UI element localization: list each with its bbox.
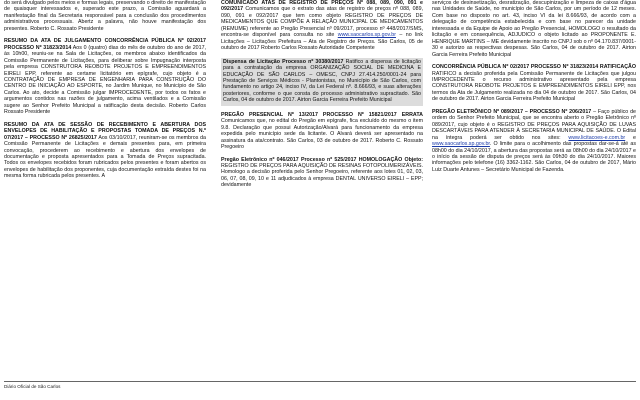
site-link[interactable]: www.saocarlos.sp.gov.br	[337, 32, 396, 39]
notice-comunicado-atas	[221, 0, 423, 52]
paragraph-continuation: do será divulgado pelos meios e formas legais, preservando o direito de manifestação de quaisquer interessados e, superado este prazo, a Comissão aguardará a manifestação final da Secretaria responsável para a conclusão dos procedimentos administrativos processuais. Abertz a palavra, não houve manifestação dos presentes. Roberto C. Rossato Presidente	[4, 0, 206, 32]
notice-heading: COMUNICADO ATAS DE REGISTRO DE PREÇOS Nº 088, 089, 090, 091 e 092/2017	[221, 0, 423, 13]
notice-ata-julgamento	[4, 38, 206, 115]
paragraph-continuation: serviços de desinsetização, desratização, descupinização e limpeza de caixas d'água nas Unidades de Saúde, no município de São Carlos, por um período de 12 meses. Com base no disposto no art. 43, inciso VI da lei 8.666/93, de acordo com a delegação de competência estabelecida e com base no parecer da unidade interessada e da Equipe de Apoio ao Pregão Presencial, HOMOLOGO o resultado da licitação e em consequência, ADJUDICO o objeto licitado ao PROPONENTE E. HENRIQUE MARTINS – ME devidamente inscrito no CNPJ sob o nº 04.170.837/0001-30 e autorizo as respectivas despesas. São Carlos, 04 de outubro de 2017. Airton Garcia Ferreira Prefeito Municipal	[432, 0, 636, 58]
notice-heading: RESUMO DA ATA DE SESSÃO DE RECEBIMENTO E ABERTURA DOS ENVELOPES DE HABILITAÇÃO E PROPOSTAS TOMADA DE PREÇOS N.º 07/2017 – PROCESSO Nº 26825/2017	[4, 121, 206, 141]
notice-body: RATIFICO a decisão proferida pela Comissão Permanente de Licitações que julgou IMPROCEDENTE o recurso administrativo apresentado pela empresa CONSTRUTORA REOBOTE PROJETOS E EMPREENDIMENTOS EIRELI EPP, nos termos da Ata de Julgamento realizada no dia 04 de outubro de 2017. São Carlos, 04 de outubro de 2017. Airton Garcia Ferreira Prefeito Municipal	[432, 70, 636, 103]
notice-body-tail: . O limite para o acolhimento das propostas dar-se-á até as 08h00 do dia 24/10/2017, a abertura das propostas será as 08h00 do dia 24/10/2017 e o início da sessão de disputa de preços será às 09h30 do dia 24/10/2017. Maiores informações pelo telefone (16) 3362-1162. São Carlos, 04 de outubro de 2017, Mário Luiz Duarte Antunes – Secretário Municipal de Fazenda.	[432, 141, 636, 173]
notice-body: Comunicamos que, no edital do Pregão em epígrafe, fica excluído do mesmo o item 9.8. Declaração que possui Autorização/Alvará para funcionamento da empresa expedida pelo município sede da licitante. O Alvará deverá ser apresentado na assinatura da ata/contrato. São Carlos, 03 de outubro de 2017. Roberto C. Rossato Pregoeiro	[221, 118, 423, 151]
footer-label: Diário Oficial de São Carlos	[4, 384, 61, 389]
notice-homologacao	[221, 157, 423, 189]
site-link-saocarlos[interactable]: www.saocarlos.sp.gov.br	[432, 141, 490, 148]
notice-body: – Faço público de ordem do Senhor Prefeito Municipal, que se encontra aberto o Pregão Eletrônico nº 089/2017, cujo objeto é o REGISTRO DE PREÇOS PARA AQUISIÇÃO DE LUVAS DESCARTÁVEIS PARA ATENDER À SECRETARIA MUNICIPAL DE SAÚDE. O Edital na íntegra poderá ser obtido nos sites:	[432, 108, 636, 141]
notice-heading: Pregão Eletrônico nº 046/2017 Processo nº 525/2017 HOMOLOGAÇÃO Objeto:	[221, 156, 423, 163]
notice-heading: PREGÃO PRESENCIAL Nº 13/2017 PROCESSO Nº 15821/2017 ERRATA	[221, 111, 423, 118]
footer-divider	[4, 381, 636, 382]
notice-body: Ratifico a dispensa de licitação para a contratação da empresa ORGANIZAÇÃO SOCIAL DE MEDICINA E EDUCAÇÃO DE SÃO CARLOS – OMESC, CNPJ 27.414.250/0001-24 para Prestação de Serviços Médicos - Plantonistas, no Município de São Carlos, com fundamento no artigo 24, inciso IV, da Lei Federal nº. 8.666/93, e suas alterações posteriores, conforme o que consta do processo administrativo supracitado. São Carlos, 04 de outubro de 2017. Airton Garcia Ferreira Prefeito Municipal	[223, 58, 421, 104]
column-left	[4, 0, 206, 378]
notice-dispensa-licitacao	[221, 58, 423, 106]
notice-body-tail: – no link Licitações – Licitações Prefeitura – Ata de Registro de Preços. São Carlos, 05 de outubro de 2017 Roberto Carlos Rossato Autoridade Competente	[221, 32, 423, 52]
notice-heading: RESUMO DA ATA DE JULGAMENTO CONCORRÊNCIA PÚBLICA Nº 02/2017 PROCESSO Nº 31823/2014	[4, 38, 206, 51]
notice-body: Aos 03/10/2017, reuniram-se os membros da Comissão Permanente de Licitações e demais presentes para, em primeira convocação, procederem ao recebimento e abertura dos envelopes de documentação e proposta apresentados para a Tomada de Preços supracitada. Todos os envelopes recebidos foram rubricados pelos presentes e foram abertos os envelopes de habilitação dos proponentes, cuja documentação extraída destes foi na mesma forma rubricada pelos presentes. A	[4, 134, 206, 180]
column-middle	[221, 0, 423, 378]
notice-ratificacao	[432, 64, 636, 103]
site-link-licitacoes[interactable]: www.licitacoes-e.com.br	[568, 134, 626, 141]
notice-ata-sessao	[4, 122, 206, 180]
notice-heading: PREGÃO ELETRÔNICO Nº 089/2017 – PROCESSO Nº 206/2017	[432, 108, 592, 115]
notice-heading: CONCORRÊNCIA PÚBLICA Nº 02/2017 PROCESSO Nº 31823/2014 RATIFICAÇÃO	[432, 64, 636, 71]
notice-body: REGISTRO DE PREÇOS PARA AQUISIÇÃO DE RESINAS FOTOPOLIMERIZÁVEIS. Homologo a decisão proferida pelo Senhor Pregoeiro, referente aos lotes 01, 02, 03, 06, 07, 08, 09, 10 e 11 adjudicados à empresa DENTAL UNIVERSO EIRELI – EPP; devidamente	[221, 162, 423, 189]
column-right	[432, 0, 636, 378]
notice-pregao-presencial-errata	[221, 112, 423, 151]
notice-body: Comunicamos que o extrato das atas de registro de preços nº 088, 089, 090, 091 e 092/2017 que tem como objeto REGISTRO DE PREÇOS DE MEDICAMENTOS QUE COMPÕE A RELAÇÃO MUNICIPAL DE MEDICAMENTOS (REMUME) referente ao Pregão Presencial nº 09/2017, processo nº 448/2017/SMS, encontra-se disponível para consulta no site	[221, 6, 423, 39]
notice-body: Aos 0 (quatro) dias do mês de outubro do ano de 2017, às 10h00, reuniu-se na Sala de Licitações, os membros abaixo identificados da Comissão Permanente de Licitações, para deliberar sobre Impugnação interposta pela empresa CONSTRUTORA REOBOTE PROJETOS E EMPREENDIMENTOS EIRELI EPP, referente ao certame licitatório em epígrafe, cujo objeto é a CONTRATAÇÃO DE EMPRESA DE ENGENHARIA PARA CONSTRUÇÃO DO CENTRO DE INICIAÇÃO AO ESPORTE, no Jardim Munique, no Município de São Carlos. Ao ato, decide a Comissão julgar IMPROCEDENTE, por todos os fatos e argumentos contidos nas razões de julgamento, acima ventilados e a Comissão sugere ao Senhor Prefeito Municipal a ratificação desta decisão. Roberto Carlos Rossato Presidente	[4, 44, 206, 116]
notice-pregao-eletronico: PREGÃO ELETRÔNICO Nº 089/2017 – PROCESSO Nº 206/2017 – Faço público de ordem do Senhor Prefeito Municipal, que se encontra aberto o Pregão Eletrônico nº 089/2017, cujo objeto é o REGISTRO DE PREÇOS PARA AQUISIÇÃO DE LUVAS DESCARTÁVEIS PARA ATENDER À SECRETARIA MUNICIPAL DE SAÚDE. O Edital na íntegra poderá ser obtido nos sites: www.licitacoes-e.com.br e www.saocarlos.sp.gov.br. O limite para o acolhimento das propostas dar-se-á até as 08h00 do dia 24/10/2017, a abertura das propostas será as 08h00 do dia 24/10/2017 e o início da sessão de disputa de preços será às 09h30 do dia 24/10/2017. Maiores informações pelo telefone (16) 3362-1162. São Carlos, 04 de outubro de 2017, Mário Luiz Duarte Antunes – Secretário Municipal de Fazenda.	[432, 108, 636, 173]
notice-heading: Dispensa de Licitação Processo nº 30380/2017	[223, 58, 344, 65]
